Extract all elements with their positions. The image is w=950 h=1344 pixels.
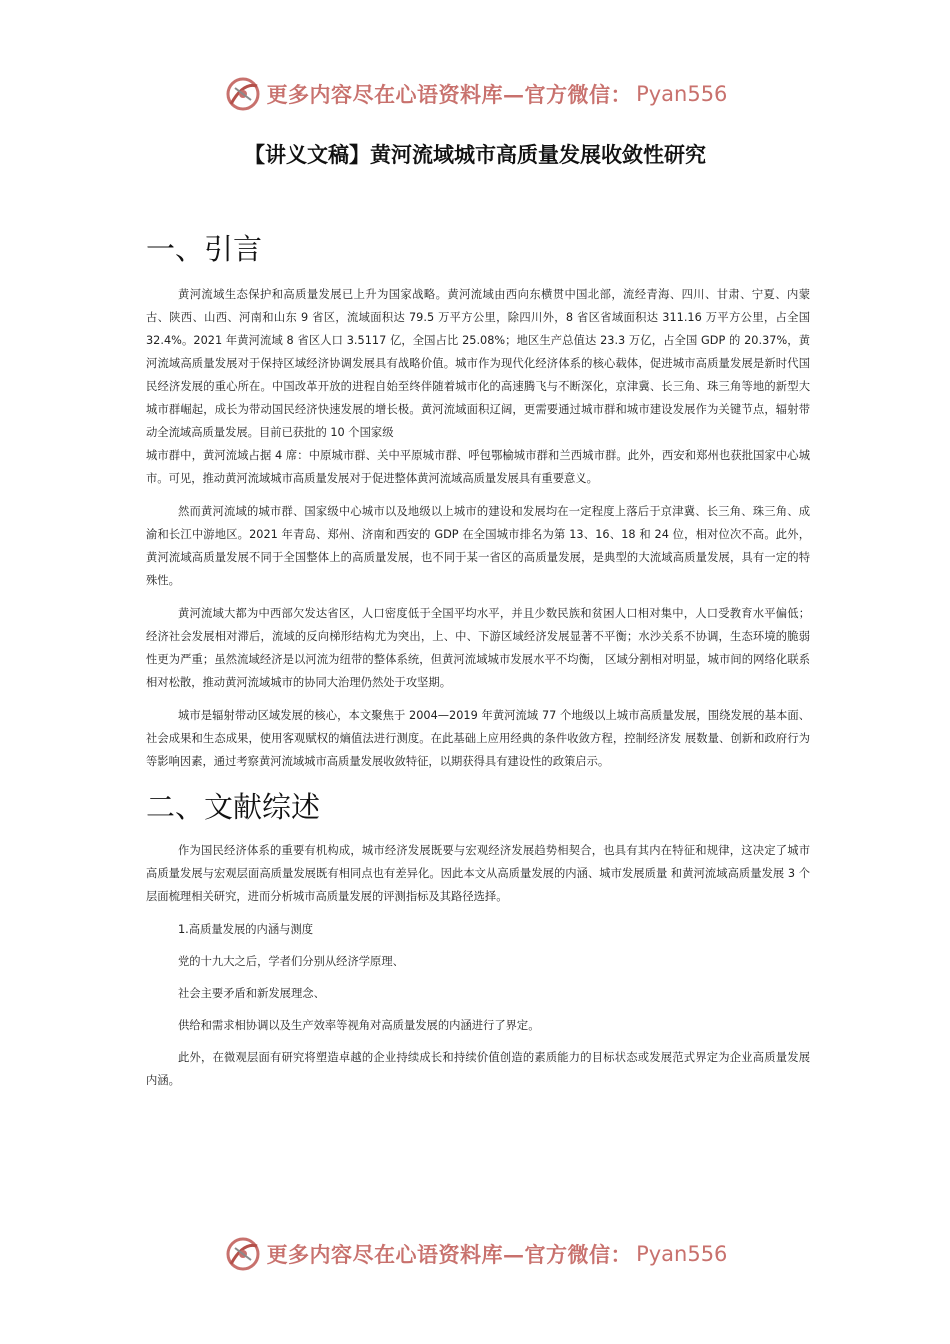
subsection-heading: 1.高质量发展的内涵与测度 <box>178 923 314 936</box>
banner-text: 更多内容尽在心语资料库—官方微信： <box>266 82 633 107</box>
paragraph: 城市群中，黄河流域占据 4 席：中原城市群、关中平原城市群、呼包鄂榆城市群和兰西城市群。此外，西安和郑州也获批国家中心城市。可见，推动黄河流域城市高质量发展对于促进整体黄河流域高质量发展具有重要意义。 <box>146 449 810 485</box>
paragraph: 社会主要矛盾和新发展理念、 <box>178 987 325 1000</box>
banner-text: 更多内容尽在心语资料库—官方微信： <box>266 1242 633 1267</box>
logo-icon <box>223 74 263 114</box>
banner-wechat-id: Pyan556 <box>636 82 728 106</box>
document-title: 【讲义文稿】黄河流域城市高质量发展收敛性研究 <box>244 143 706 167</box>
paragraph: 作为国民经济体系的重要有机构成，城市经济发展既要与宏观经济发展趋势相契合，也具有其内在特征和规律，这决定了城市高质量发展与宏观层面高质量发展既有相同点也有差异化。因此本文从高质量发展的内涵、城市发展质量 和黄河流域高质量发展 3 个层面梳理相关研究，进而分析城市高质量发展的评测指标及其路径选择。 <box>146 844 810 903</box>
document-body <box>146 225 810 1102</box>
paragraph: 黄河流域生态保护和高质量发展已上升为国家战略。黄河流域由西向东横贯中国北部，流经青海、四川、甘肃、宁夏、内蒙古、陕西、山西、河南和山东 9 省区，流域面积达 79.5 万平方公里，除四川外，8 省区省域面积达 311.16 万平方公里，占全国 32.4%。2021 年黄河流域 8 省区人口 3.5117 亿，全国占比 25.08%；地区生产总值达 23.3 万亿，占全国 GDP 的 20.37%，黄河流域高质量发展对于保持区域经济协调发展具有战略价值。城市作为现代化经济体系的核心载体，促进城市高质量发展是新时代国民经济发展的重心所在。中国改革开放的进程自始至终伴随着城市化的高速腾飞与不断深化，京津冀、长三角、珠三角等地的新型大城市群崛起，成长为带动国民经济快速发展的增长极。黄河流域面积辽阔，更需要通过城市群和城市建设发展作为关键节点，辐射带动全流域高质量发展。目前已获批的 10 个国家级 <box>146 288 810 439</box>
paragraph: 黄河流域大都为中西部欠发达省区，人口密度低于全国平均水平，并且少数民族和贫困人口相对集中，人口受教育水平偏低；经济社会发展相对滞后，流域的反向梯形结构尤为突出，上、中、下游区域经济发展显著不平衡；水沙关系不协调，生态环境的脆弱性更为严重；虽然流域经济是以河流为纽带的整体系统，但黄河流域城市发展水平不均衡， 区域分割相对明显，城市间的网络化联系相对松散，推动黄河流域城市的协同大治理仍然处于攻坚期。 <box>146 607 810 689</box>
paragraph: 此外，在微观层面有研究将塑造卓越的企业持续成长和持续价值创造的素质能力的目标状态或发展范式界定为企业高质量发展内涵。 <box>146 1051 810 1087</box>
paragraph: 供给和需求相协调以及生产效率等视角对高质量发展的内涵进行了界定。 <box>178 1019 540 1032</box>
footer-banner <box>0 1232 950 1276</box>
logo-icon <box>223 1234 263 1274</box>
section-heading-introduction: 一、引言 <box>146 232 263 266</box>
paragraph: 然而黄河流域的城市群、国家级中心城市以及地级以上城市的建设和发展均在一定程度上落后于京津冀、长三角、珠三角、成渝和长江中游地区。2021 年青岛、郑州、济南和西安的 GDP 在全国城市排名为第 13、16、18 和 24 位，相对位次不高。此外，黄河流域高质量发展不同于全国整体上的高质量发展，也不同于某一省区的高质量发展，是典型的大流域高质量发展，具有一定的特殊性。 <box>146 505 810 587</box>
section-heading-literature-review: 二、文献综述 <box>146 790 321 824</box>
banner-wechat-id: Pyan556 <box>636 1242 728 1266</box>
header-banner <box>0 72 950 116</box>
paragraph: 城市是辐射带动区域发展的核心，本文聚焦于 2004—2019 年黄河流域 77 个地级以上城市高质量发展，围绕发展的基本面、社会成果和生态成果，使用客观赋权的熵值法进行测度。在此基础上应用经典的条件收敛方程，控制经济发 展数量、创新和政府行为等影响因素，通过考察黄河流域城市高质量发展收敛特征，以期获得具有建设性的政策启示。 <box>146 709 810 768</box>
paragraph: 党的十九大之后，学者们分别从经济学原理、 <box>178 955 404 968</box>
